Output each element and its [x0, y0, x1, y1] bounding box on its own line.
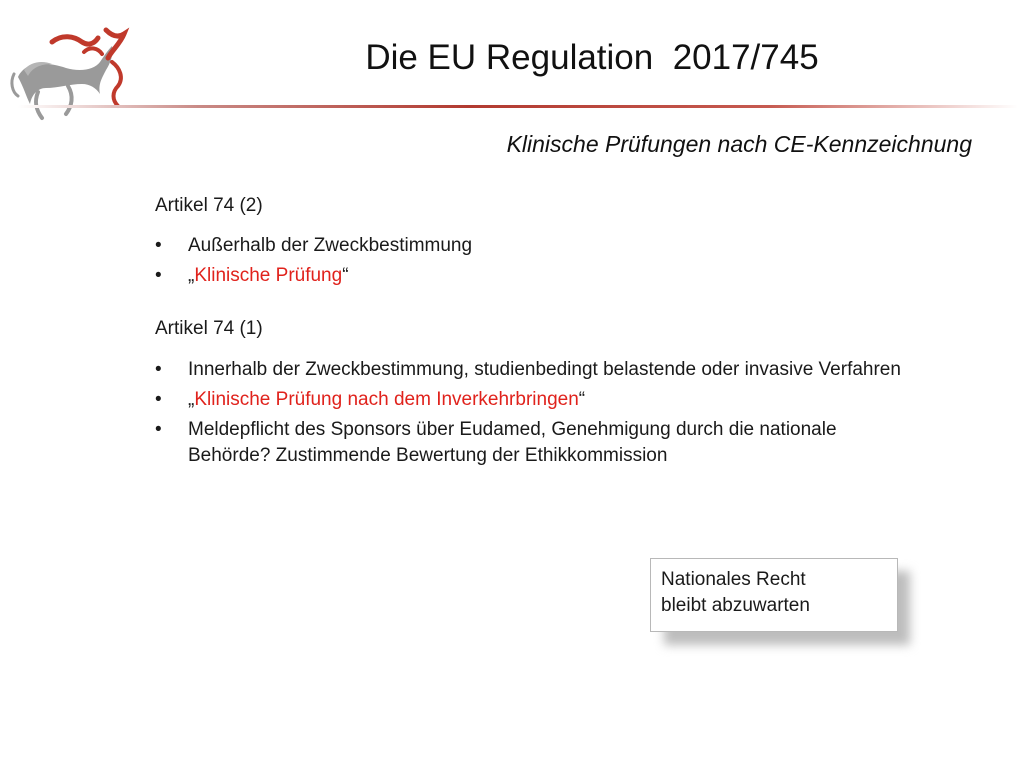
bullet-marker: •	[155, 235, 162, 256]
bullet-list-artikel-74-1	[155, 357, 915, 473]
slide-title: Die EU Regulation 2017/745	[365, 38, 819, 77]
slide-subtitle: Klinische Prüfungen nach CE-Kennzeichnung	[506, 131, 972, 157]
list-item	[155, 233, 915, 259]
bullet-marker: •	[155, 265, 162, 286]
section-heading-artikel-74-2: Artikel 74 (2)	[155, 195, 263, 216]
bullet-marker: •	[155, 389, 162, 410]
bullet-list-artikel-74-2	[155, 233, 915, 293]
quote-close: “	[578, 389, 586, 410]
note-box	[650, 558, 898, 632]
quote-close: “	[342, 265, 349, 286]
list-item	[155, 357, 915, 383]
quote-open: „	[188, 389, 195, 410]
title-divider	[18, 105, 1018, 108]
note-line-2: bleibt abzuwarten	[661, 595, 810, 616]
bullet-text: Außerhalb der Zweckbestimmung	[188, 235, 473, 256]
bullet-marker: •	[155, 419, 162, 440]
note-line-1: Nationales Recht	[661, 569, 806, 590]
highlight-text: Klinische Prüfung	[194, 265, 343, 286]
bullet-text: Meldepflicht des Sponsors über Eudamed, Genehmigung durch die nationale Behörde? Zustimmende Bewertung der Ethikkommission	[188, 419, 837, 466]
bullet-text: Innerhalb der Zweckbestimmung, studienbedingt belastende oder invasive Verfahren	[188, 359, 901, 380]
section-heading-artikel-74-1: Artikel 74 (1)	[155, 318, 263, 339]
list-item	[155, 417, 915, 469]
list-item	[155, 263, 915, 289]
quote-open: „	[188, 265, 195, 286]
highlight-text: Klinische Prüfung nach dem Inverkehrbringen	[194, 389, 579, 410]
list-item	[155, 387, 915, 413]
bullet-marker: •	[155, 359, 162, 380]
